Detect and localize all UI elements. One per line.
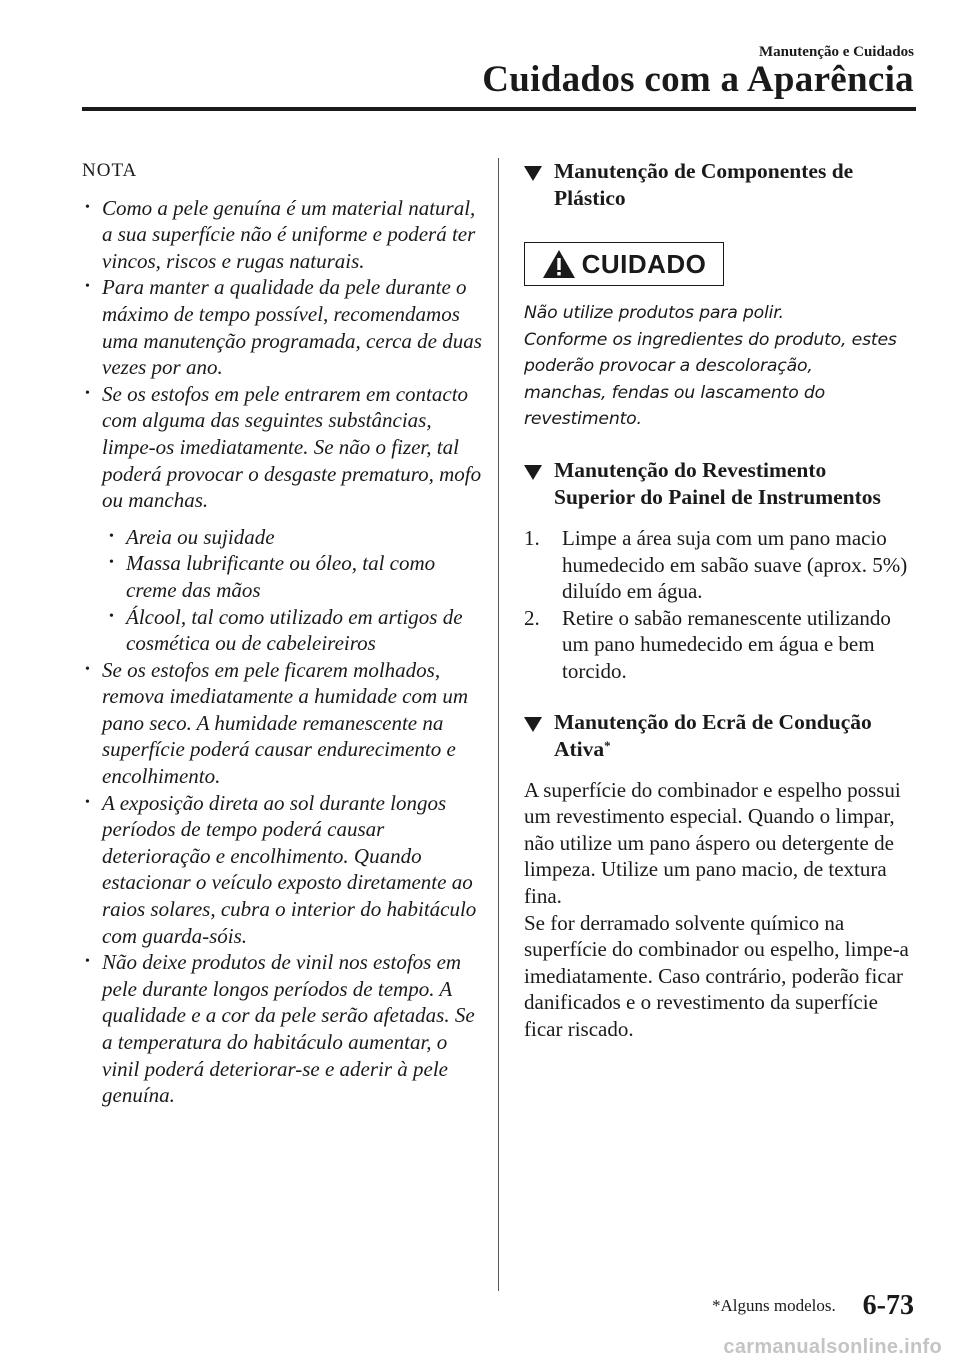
nota-subbullet: • Areia ou sujidade [82,524,482,551]
caution-box [524,242,724,286]
active-display-heading-line2: Ativa [554,736,605,761]
caution-line: Não utilize produtos para polir. [524,303,784,323]
page-number: 6-73 [862,1290,914,1321]
nota-bullet: • Se os estofos em pele ficarem molhados, remova imediatamente a humidade com um pano seco. A humidade remanescente na superfície poderá causar endurecimento e encolhimento. [82,657,482,790]
nota-bullet: • Se os estofos em pele entrarem em contacto com alguma das seguintes substâncias, limpe-os imediatamente. Se não o fizer, tal poderá provocar o desgaste prematuro, mofo ou manchas. [82,381,482,514]
plastic-heading [524,158,916,212]
model-footnote-marker: * [604,737,611,753]
warning-triangle-icon [542,249,576,279]
dashboard-heading-line1: Manutenção do Revestimento [554,457,827,482]
caution-line: poderão provocar a descoloração, [524,356,813,377]
nota-subbullet: • Massa lubrificante ou óleo, tal como creme das mãos [82,550,482,603]
step-text: Limpe a área suja com um pano macio humedecido em sabão suave (aprox. 5%) diluído em água. [562,525,908,604]
page-title: Cuidados com a Aparência [482,59,914,100]
section-label: Manutenção e Cuidados [758,44,914,60]
nota-subbullet: • Álcool, tal como utilizado em artigos de cosmética ou de cabeleireiros [82,604,482,657]
dashboard-heading-line2: Superior do Painel de Instrumentos [554,484,881,509]
dashboard-heading [524,457,916,511]
watermark: carmanualsonline.info [723,1336,942,1358]
active-display-heading-line1: Manutenção do Ecrã de Condução [554,709,872,734]
active-display-heading [524,709,916,763]
step-text: Retire o sabão remanescente utilizando um pano humedecido em água e bem torcido. [562,605,891,683]
caution-line: manchas, fendas ou lascamento do [524,382,826,403]
nota-bullet: • Não deixe produtos de vinil nos estofos em pele durante longos períodos de tempo. A qualidade e a cor da pele serão afetadas. Se a temperatura do habitáculo aumentar, o vinil poderá deteriorar-se e aderir à pele genuína. [82,949,482,1109]
header-rule [82,107,916,111]
dashboard-steps [524,525,916,685]
nota-subbullets [82,524,482,657]
step-number: 2. [524,605,540,630]
nota-bullet: • Como a pele genuína é um material natural, a sua superfície não é uniforme e poderá ter vincos, riscos e rugas naturais. [82,195,482,275]
triangle-down-icon [524,717,542,732]
caution-body [524,300,916,433]
triangle-down-icon [524,465,542,480]
step-item [524,525,916,605]
column-divider [498,158,499,1291]
right-column [524,158,916,1042]
nota-bullet: • Para manter a qualidade da pele durante o máximo de tempo possível, recomendamos uma manutenção programada, cerca de duas vezes por ano. [82,274,482,380]
left-column [82,158,482,1109]
paragraph: Se for derramado solvente químico na superfície do combinador ou espelho, limpe-a imediatamente. Caso contrário, poderão ficar danificados e o revestimento da superfície ficar riscado. [524,910,909,1041]
plastic-heading-line1: Manutenção de Componentes de [554,159,854,183]
paragraph: A superfície do combinador e espelho possui um revestimento especial. Quando o limpar, não utilize um pano áspero ou detergente de limpeza. Utilize um pano macio, de textura fina. [524,777,901,908]
triangle-down-icon [524,166,542,181]
caution-line: Conforme os ingredientes do produto, estes [524,329,897,350]
step-number: 1. [524,525,540,550]
nota-bullet: • A exposição direta ao sol durante longos períodos de tempo poderá causar deterioração e encolhimento. Quando estacionar o veículo exposto diretamente ao raios solares, cubra o interior do habitáculo com guarda-sóis. [82,790,482,950]
step-item [524,605,916,685]
caution-line: revestimento. [524,409,642,430]
caution-label: CUIDADO [581,248,707,279]
plastic-heading-line2: Plástico [554,186,626,210]
active-display-body [524,777,916,1043]
nota-title: NOTA [82,160,138,181]
footnote: *Alguns modelos. [712,1296,836,1315]
